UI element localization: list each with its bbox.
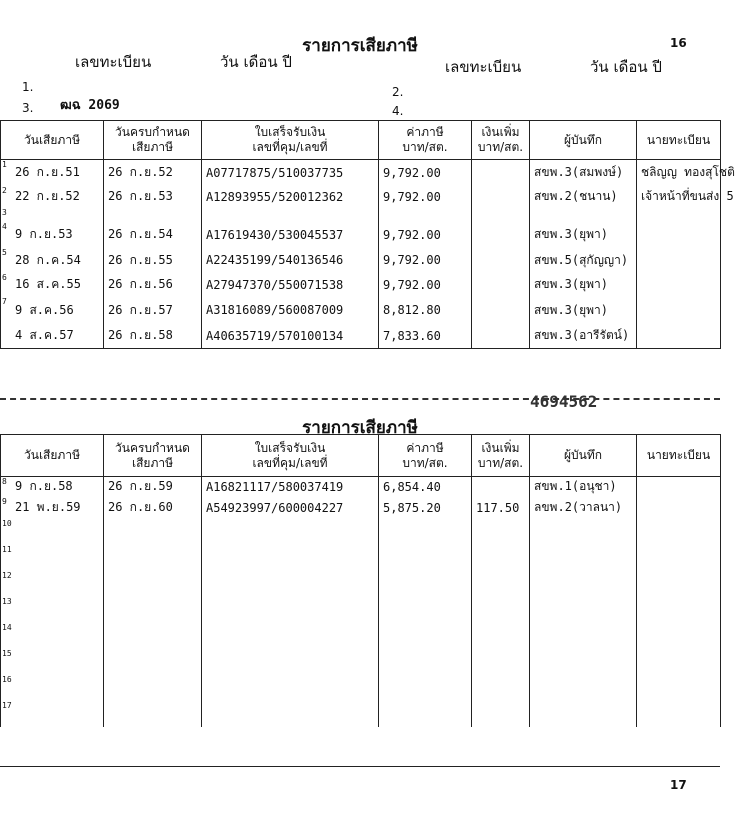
cell-registrar [637,623,721,649]
page-title-bottom: รายการเสียภาษี [302,418,418,438]
cell-registrar [637,222,721,248]
cell-recorder: สขพ.1(อนุชา) [530,477,637,497]
cell-receipt [202,208,379,222]
cell-surcharge [472,649,530,675]
row-number: 1 [2,160,7,169]
table-row-empty [1,597,721,623]
table-row [1,248,721,273]
cell-registrar [637,597,721,623]
cell-tax [379,675,472,701]
table-row [1,186,721,208]
cell-receipt [202,571,379,597]
row-number: 8 [2,477,7,486]
cell-recorder [530,571,637,597]
cell-due [104,675,202,701]
cell-recorder [530,519,637,545]
slot-1: 1. [22,80,34,94]
cell-recorder: สขพ.2(ชนาน) [530,186,637,208]
cell-due: 26 ก.ย.53 [104,186,202,208]
col-surcharge: เงินเพิ่ม บาท/สต. [472,435,530,477]
table-row-empty [1,623,721,649]
cell-surcharge [472,297,530,324]
cell-surcharge [472,160,530,186]
plate-value: ฒฉ 2069 [60,98,120,113]
cell-due [104,208,202,222]
row-number: 4 [2,221,7,231]
cell-registrar [637,675,721,701]
row-number: 13 [2,596,12,606]
cell-surcharge [472,675,530,701]
cell-registrar [637,497,721,519]
cell-date [1,623,104,649]
col-tax: ค่าภาษี บาท/สต. [379,435,472,477]
cell-tax [379,701,472,727]
table-row-empty [1,675,721,701]
cell-receipt: A17619430/530045537 [202,222,379,248]
cell-tax: 5,875.20 [379,497,472,519]
cell-registrar [637,649,721,675]
cell-surcharge [472,571,530,597]
cell-date: 1 26 ก.ย.51 [1,160,104,186]
table-row [1,222,721,248]
cell-date [1,208,104,222]
cell-receipt [202,545,379,571]
row-number: 5 [2,247,7,257]
slot-4: 4. [392,104,404,118]
cell-due: 26 ก.ย.52 [104,160,202,186]
cell-receipt [202,623,379,649]
page-number-top: 16 [670,36,687,50]
cell-surcharge [472,597,530,623]
cell-recorder: สขพ.3(ยุพา) [530,297,637,324]
cell-due [104,701,202,727]
cell-receipt [202,675,379,701]
cell-due: 26 ก.ย.59 [104,477,202,497]
cell-tax [379,571,472,597]
row-number: 6 [2,272,7,282]
cell-registrar [637,208,721,222]
col-registrar: นายทะเบียน [637,121,721,160]
cell-receipt: A31816089/560087009 [202,297,379,324]
cell-date: 6 16 ส.ค.55 [1,273,104,297]
cell-receipt: A22435199/540136546 [202,248,379,273]
row-number: 9 [2,496,7,506]
row-number: 12 [2,570,12,580]
cell-tax: 6,854.40 [379,477,472,497]
bottom-rule [0,766,720,767]
cell-tax: 9,792.00 [379,222,472,248]
tax-table-1 [0,120,735,349]
cell-tax [379,649,472,675]
row-number: 14 [2,622,12,632]
cell-tax [379,208,472,222]
row-number: 17 [2,700,12,710]
cell-date: 2 22 ก.ย.52 [1,186,104,208]
cell-tax: 8,812.80 [379,297,472,324]
table-row [1,477,721,497]
cell-due: 26 ก.ย.57 [104,297,202,324]
table-row [1,160,721,186]
cell-recorder [530,623,637,649]
cell-recorder [530,675,637,701]
table-row-empty [1,545,721,571]
cell-tax: 9,792.00 [379,160,472,186]
reg-label-left: เลขทะเบียน [75,53,152,71]
cell-surcharge [472,186,530,208]
table-row-empty [1,519,721,545]
tax-table-2 [0,434,721,727]
slot-2: 2. [392,85,404,99]
page-number-bottom: 17 [670,778,687,792]
cell-surcharge [472,222,530,248]
cell-tax: 9,792.00 [379,248,472,273]
cell-surcharge [472,324,530,349]
reg-label-right: เลขทะเบียน [445,58,522,76]
cell-surcharge [472,273,530,297]
cell-date: 4 9 ก.ย.53 [1,222,104,248]
cell-recorder: สขพ.3(ยุพา) [530,222,637,248]
cell-registrar [637,701,721,727]
cell-due: 26 ก.ย.54 [104,222,202,248]
date-label-right: วัน เดือน ปี [590,58,662,76]
cell-due: 26 ก.ย.58 [104,324,202,349]
cell-recorder: สขพ.5(สุกัญญา) [530,248,637,273]
table-row [1,324,721,349]
cell-due [104,597,202,623]
cell-recorder: สขพ.3(สมพงษ์) [530,160,637,186]
cell-receipt: A27947370/550071538 [202,273,379,297]
cell-recorder [530,649,637,675]
cell-due [104,519,202,545]
cell-due: 26 ก.ย.56 [104,273,202,297]
col-recorder: ผู้บันทึก [530,121,637,160]
col-receipt: ใบเสร็จรับเงิน เลขที่คุม/เลขที่ [202,121,379,160]
cell-receipt [202,519,379,545]
cell-recorder: สขพ.3(ยุพา) [530,273,637,297]
cell-due: 26 ก.ย.60 [104,497,202,519]
cell-surcharge [472,248,530,273]
cell-due [104,545,202,571]
page-divider [0,398,720,400]
cell-receipt [202,649,379,675]
row-number: 2 [2,185,7,195]
cell-receipt [202,597,379,623]
table-row [1,208,721,222]
slot-3: 3. [22,101,34,115]
row-number: 15 [2,648,12,658]
page-title-top: รายการเสียภาษี [302,36,418,56]
cell-due [104,571,202,597]
cell-recorder [530,701,637,727]
cell-date: 9 21 พ.ย.59 [1,497,104,519]
cell-date [1,675,104,701]
cell-registrar [637,519,721,545]
cell-receipt: A40635719/570100134 [202,324,379,349]
bleed-digits: 4694562 [530,392,598,411]
cell-date [1,571,104,597]
cell-registrar [637,273,721,297]
cell-recorder: ลขพ.2(วาลนา) [530,497,637,519]
table-row-empty [1,701,721,727]
col-surcharge: เงินเพิ่ม บาท/สต. [472,121,530,160]
cell-surcharge [472,701,530,727]
col-tax: ค่าภาษี บาท/สต. [379,121,472,160]
cell-due [104,649,202,675]
cell-date: 8 9 ก.ย.58 [1,477,104,497]
col-due-date: วันครบกำหนด เสียภาษี [104,435,202,477]
cell-receipt [202,701,379,727]
cell-registrar [637,297,721,324]
cell-surcharge [472,208,530,222]
cell-tax [379,597,472,623]
cell-registrar [637,477,721,497]
table-row-empty [1,649,721,675]
col-recorder: ผู้บันทึก [530,435,637,477]
table-row [1,497,721,519]
cell-recorder [530,545,637,571]
table-row [1,273,721,297]
col-registrar: นายทะเบียน [637,435,721,477]
cell-receipt: A54923997/600004227 [202,497,379,519]
cell-registrar [637,248,721,273]
cell-surcharge [472,623,530,649]
row-number: 3 [2,207,7,217]
cell-due: 26 ก.ย.55 [104,248,202,273]
cell-tax [379,519,472,545]
table-row-empty [1,571,721,597]
cell-date: 7 9 ส.ค.56 [1,297,104,324]
cell-tax: 9,792.00 [379,273,472,297]
cell-recorder: สขพ.3(อารีรัตน์) [530,324,637,349]
cell-date: 5 28 ก.ค.54 [1,248,104,273]
cell-receipt: A12893955/520012362 [202,186,379,208]
cell-surcharge [472,519,530,545]
cell-date [1,597,104,623]
cell-tax [379,545,472,571]
col-tax-date: วันเสียภาษี [1,121,104,160]
col-tax-date: วันเสียภาษี [1,435,104,477]
cell-tax [379,623,472,649]
cell-registrar [637,324,721,349]
cell-tax: 7,833.60 [379,324,472,349]
cell-date [1,701,104,727]
cell-registrar [637,545,721,571]
cell-surcharge [472,477,530,497]
cell-tax: 9,792.00 [379,186,472,208]
cell-date [1,545,104,571]
row-number: 10 [2,518,12,528]
row-number: 11 [2,544,12,554]
col-receipt: ใบเสร็จรับเงิน เลขที่คุม/เลขที่ [202,435,379,477]
date-label-left: วัน เดือน ปี [220,53,292,71]
table-row [1,297,721,324]
cell-registrar [637,571,721,597]
cell-date [1,519,104,545]
cell-surcharge: 117.50 [472,497,530,519]
cell-recorder [530,208,637,222]
cell-registrar: ชลิญญ ทองสุโชติ [637,160,721,186]
row-number: 7 [2,296,7,306]
cell-recorder [530,597,637,623]
cell-surcharge [472,545,530,571]
col-due-date: วันครบกำหนด เสียภาษี [104,121,202,160]
row-number: 16 [2,674,12,684]
cell-registrar: เจ้าหน้าที่ขนส่ง 5 [637,186,721,208]
cell-receipt: A16821117/580037419 [202,477,379,497]
cell-date [1,649,104,675]
cell-date: 4 ส.ค.57 [1,324,104,349]
cell-due [104,623,202,649]
cell-receipt: A07717875/510037735 [202,160,379,186]
